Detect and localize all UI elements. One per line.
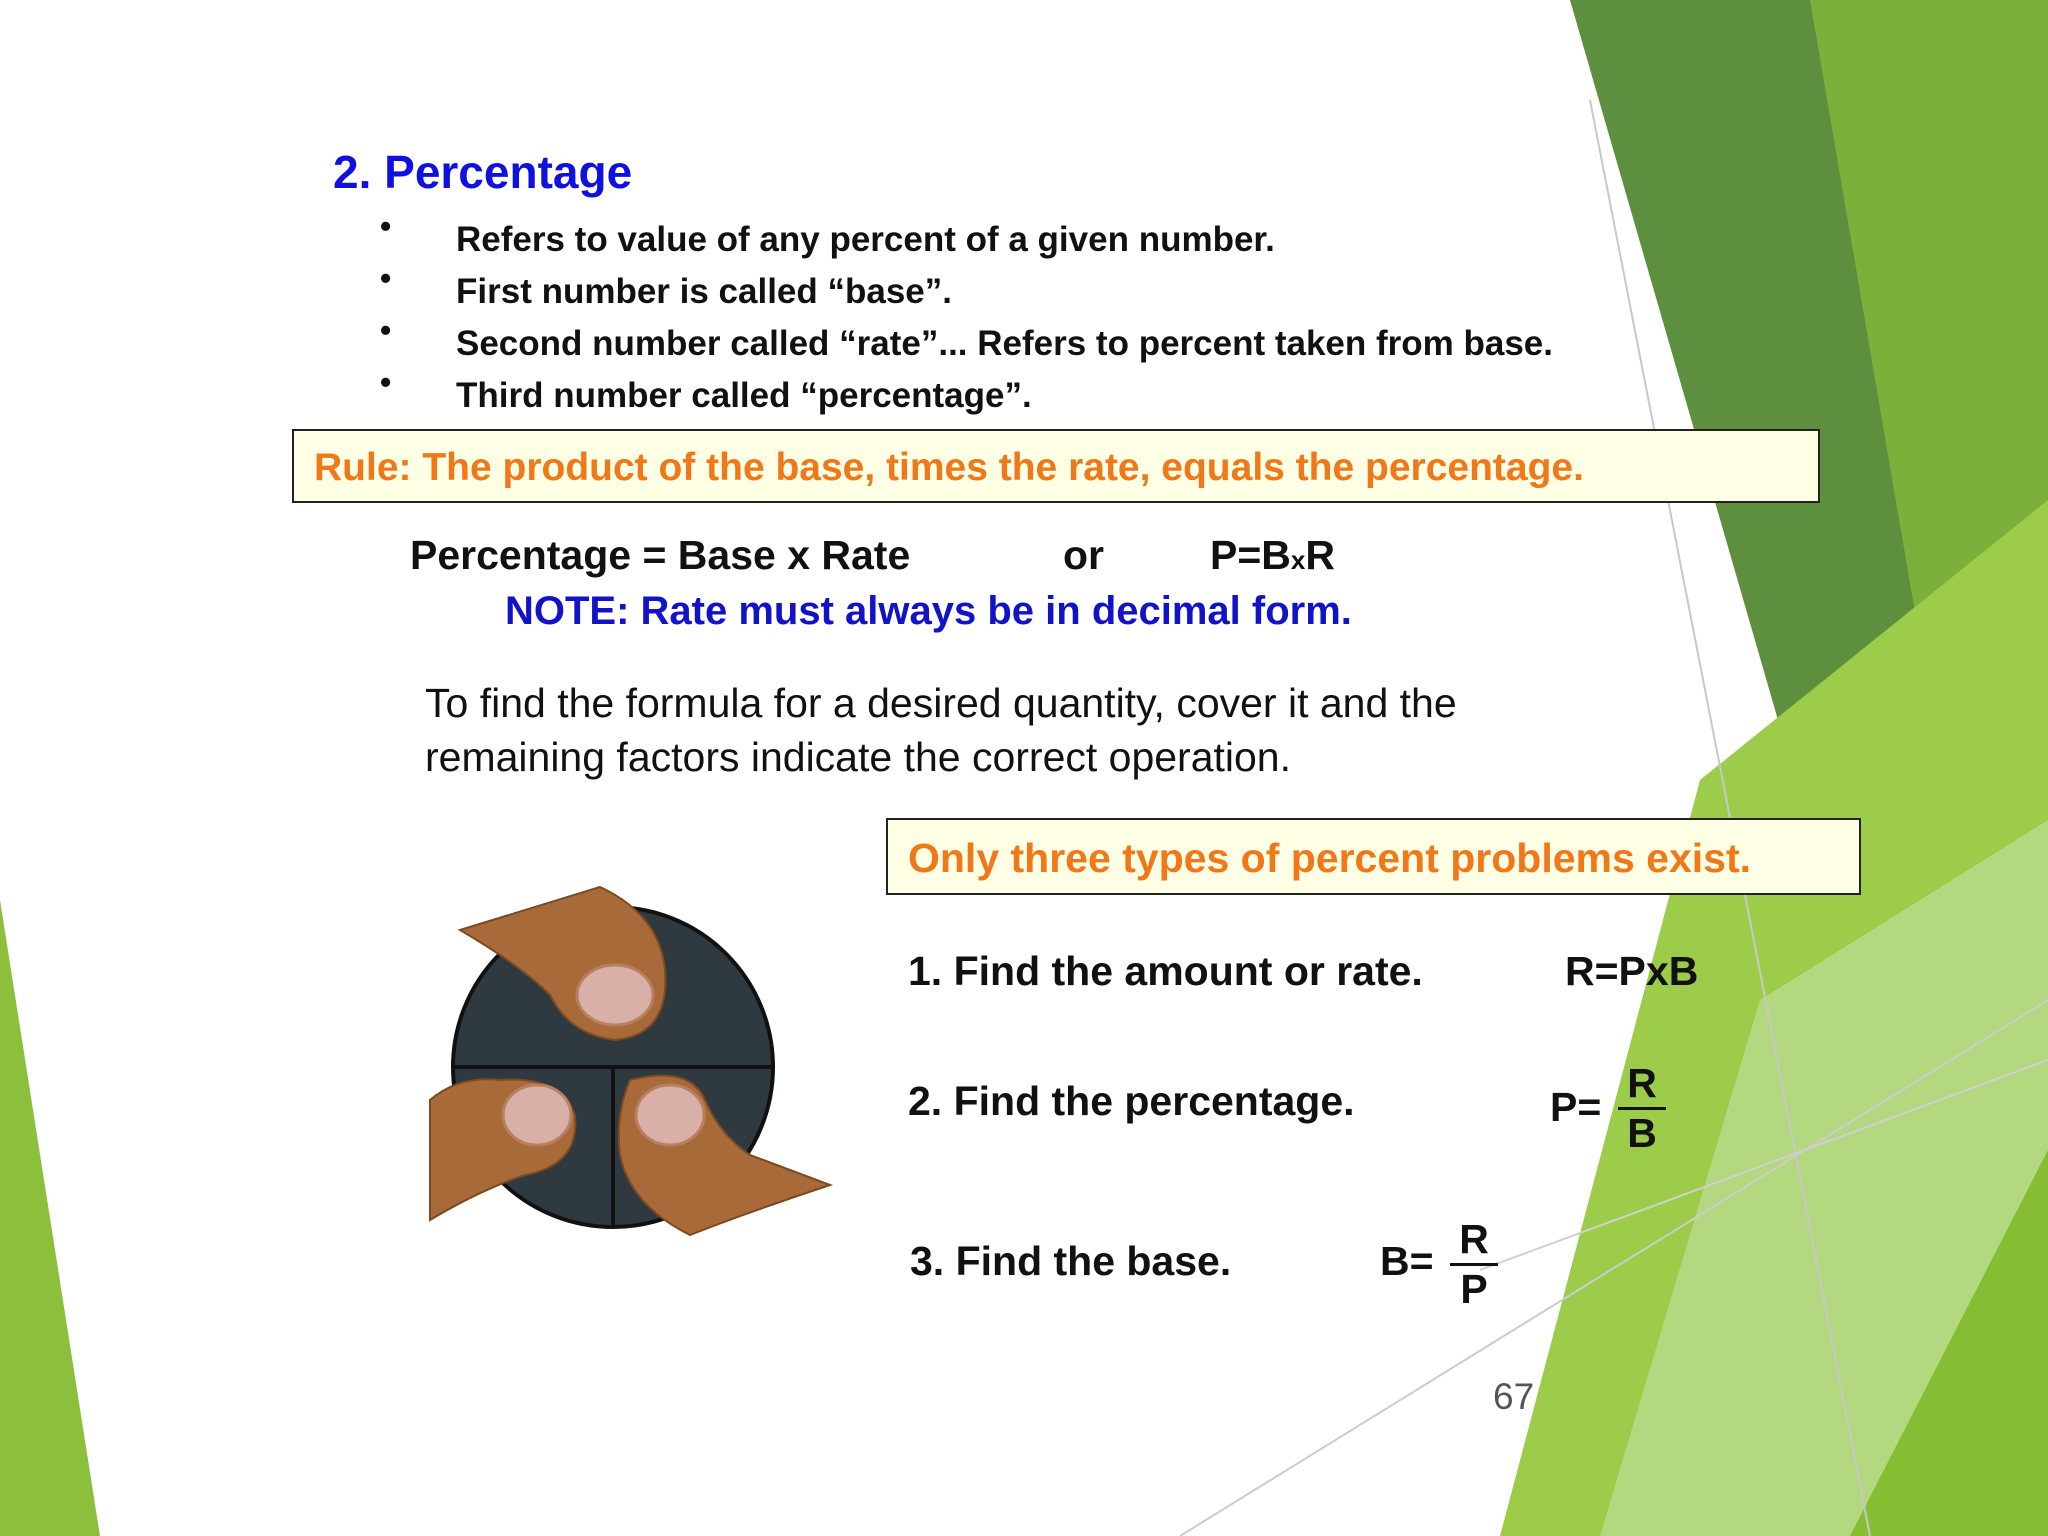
rule-text: Rule: The product of the base, times the rate, equals the percentage. <box>314 446 1584 489</box>
fraction-denominator: P <box>1460 1266 1488 1312</box>
section-heading: 2. Percentage <box>333 146 633 198</box>
page-number: 67 <box>1493 1376 1535 1417</box>
bullet-text: Second number called “rate”... Refers to percent taken from base. <box>456 324 1553 363</box>
types-box <box>886 818 1861 895</box>
formula-short-right: R <box>1305 532 1335 578</box>
formula-short-left: P=B <box>1210 532 1291 578</box>
green-panel-left <box>0 900 100 1536</box>
bullet-text: First number is called “base”. <box>456 272 952 311</box>
fraction-denominator: B <box>1627 1110 1657 1156</box>
bullet-text: Third number called “percentage”. <box>456 376 1032 415</box>
problem-3-fraction <box>1450 1216 1498 1313</box>
problem-3-lhs: B= <box>1380 1238 1434 1284</box>
problem-3-label: 3. Find the base. <box>910 1238 1232 1284</box>
formula-short <box>1210 532 1335 579</box>
problem-2-lhs: P= <box>1550 1084 1602 1130</box>
problem-1-label: 1. Find the amount or rate. <box>908 948 1423 994</box>
problem-2-fraction <box>1618 1060 1666 1157</box>
bullet-dot: • <box>380 208 392 244</box>
bullet-dot: • <box>380 260 392 296</box>
rule-box <box>292 429 1820 503</box>
formula-or: or <box>1063 532 1104 578</box>
note-text: NOTE: Rate must always be in decimal form. <box>505 589 1352 633</box>
formula-long: Percentage = Base x Rate <box>410 532 911 578</box>
fraction-numerator: R <box>1459 1216 1489 1262</box>
problem-1-formula: R=PxB <box>1565 948 1699 994</box>
bullet-dot: • <box>380 312 392 348</box>
instruction-paragraph: To find the formula for a desired quantity, cover it and the remaining factors indicate the correct operation. <box>425 680 1457 780</box>
types-text: Only three types of percent problems exist. <box>908 835 1752 881</box>
bullet-dot: • <box>380 364 392 400</box>
problem-2-label: 2. Find the percentage. <box>908 1078 1355 1124</box>
bullet-text: Refers to value of any percent of a given number. <box>456 220 1275 259</box>
pie-thumbs-diagram <box>420 875 840 1245</box>
fraction-numerator: R <box>1627 1060 1657 1106</box>
formula-short-x: x <box>1290 545 1306 575</box>
